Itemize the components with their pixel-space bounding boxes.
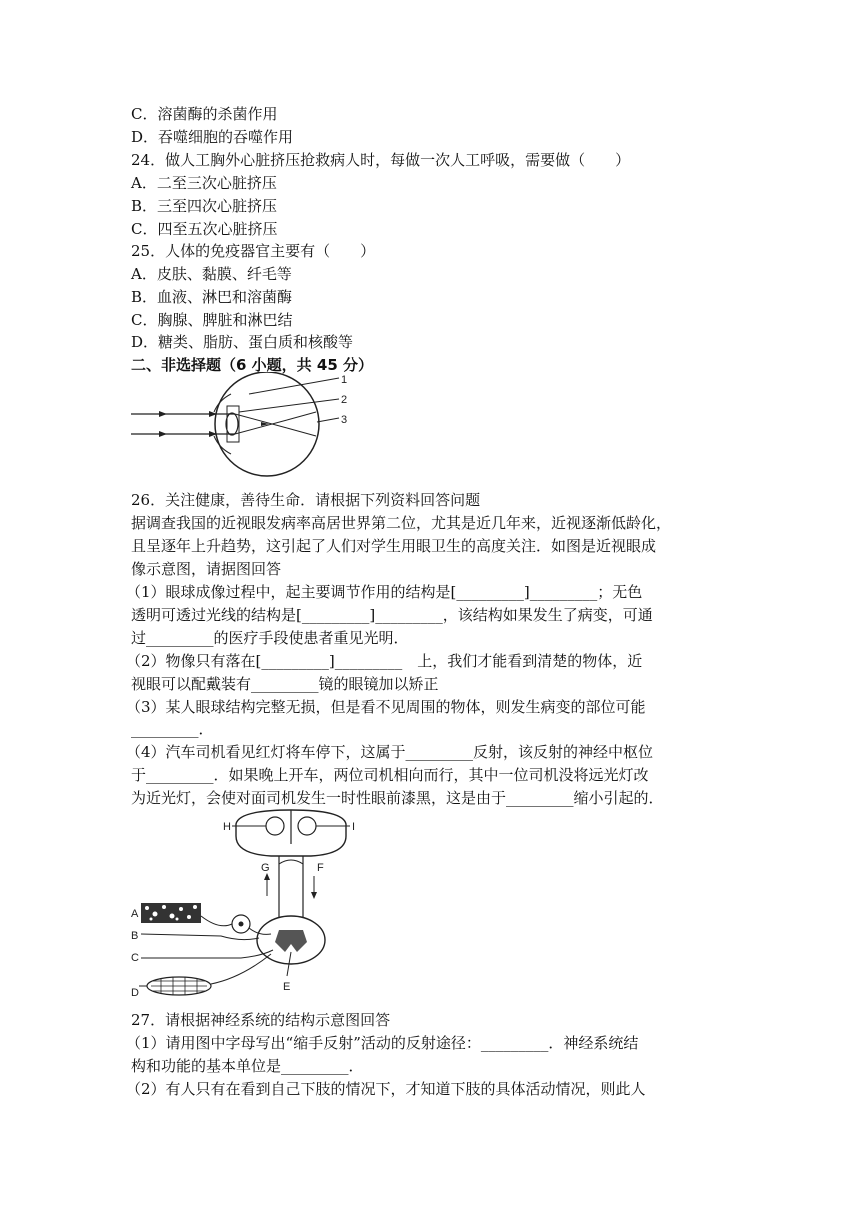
label-D: D xyxy=(131,987,139,999)
label-H: H xyxy=(223,821,231,833)
label-E: E xyxy=(283,981,291,993)
q26-sub1-c: 过_________的医疗手段使患者重见光明． xyxy=(131,629,409,647)
eye-label-2: 2 xyxy=(341,394,348,406)
eye-label-1: 1 xyxy=(341,374,348,386)
option-b-q25: B．血液、淋巴和溶菌酶 xyxy=(131,288,293,306)
question-24: 24．做人工胸外心脏挤压抢救病人时，每做一次人工呼吸，需要做（ ） xyxy=(131,151,631,169)
section-heading: 二、非选择题（6 小题，共 45 分） xyxy=(131,356,373,374)
nervous-system-diagram xyxy=(131,806,371,1002)
q26-sub1-a: （1）眼球成像过程中，起主要调节作用的结构是[_________]_________；无色 xyxy=(126,583,643,601)
label-I: I xyxy=(352,821,356,833)
label-F: F xyxy=(317,862,324,874)
question-26: 26．关注健康，善待生命．请根据下列资料回答问题 xyxy=(131,491,481,509)
q26-sub4-b: 于_________．如果晚上开车，两位司机相向而行，其中一位司机没将远光灯改 xyxy=(131,766,649,784)
option-a-q25: A．皮肤、黏膜、纤毛等 xyxy=(131,265,292,283)
q27-sub1-b: 构和功能的基本单位是_________． xyxy=(131,1057,364,1075)
q26-para-2: 且呈逐年上升趋势，这引起了人们对学生用眼卫生的高度关注．如图是近视眼成 xyxy=(131,537,657,555)
label-B: B xyxy=(131,930,139,942)
q26-sub1-b: 透明可透过光线的结构是[_________]_________，该结构如果发生了病变，可通 xyxy=(131,606,653,624)
label-A: A xyxy=(131,908,139,920)
q26-para-1: 据调查我国的近视眼发病率高居世界第二位，尤其是近几年来，近视逐渐低龄化， xyxy=(131,514,672,532)
option-a-q24: A．二至三次心脏挤压 xyxy=(131,174,277,192)
q26-sub4-a: （4）汽车司机看见红灯将车停下，这属于_________反射，该反射的神经中枢位 xyxy=(126,743,654,761)
muscle-icon xyxy=(147,977,211,995)
q26-sub3-a: （3）某人眼球结构完整无损，但是看不见周围的物体，则发生病变的部位可能 xyxy=(126,698,646,716)
option-c-q24: C．四至五次心脏挤压 xyxy=(131,220,278,238)
q26-sub4-c: 为近光灯，会使对面司机发生一时性眼前漆黑，这是由于_________缩小引起的． xyxy=(131,789,664,807)
option-b-q24: B．三至四次心脏挤压 xyxy=(131,197,278,215)
q26-para-3: 像示意图，请据图回答 xyxy=(131,560,282,578)
option-d-q25: D．糖类、脂肪、蛋白质和核酸等 xyxy=(131,333,354,351)
q26-sub3-b: _________． xyxy=(131,720,214,738)
question-25: 25．人体的免疫器官主要有（ ） xyxy=(131,242,376,260)
eye-diagram xyxy=(131,372,356,484)
q27-sub1-a: （1）请用图中字母写出“缩手反射”活动的反射途径：_________．神经系统结 xyxy=(126,1034,639,1052)
option-d-q23: D．吞噬细胞的吞噬作用 xyxy=(131,128,294,146)
label-G: G xyxy=(261,862,270,874)
question-27: 27．请根据神经系统的结构示意图回答 xyxy=(131,1011,391,1029)
q27-sub2-a: （2）有人只有在看到自己下肢的情况下，才知道下肢的具体活动情况，则此人 xyxy=(126,1080,646,1098)
eye-label-3: 3 xyxy=(341,414,348,426)
option-c-q23: C．溶菌酶的杀菌作用 xyxy=(131,105,278,123)
option-c-q25: C．胸腺、脾脏和淋巴结 xyxy=(131,311,293,329)
q26-sub2-b: 视眼可以配戴装有_________镜的眼镜加以矫正 xyxy=(131,675,439,693)
label-C: C xyxy=(131,952,139,964)
q26-sub2-a: （2）物像只有落在[_________]_________ 上，我们才能看到清楚的物体，近 xyxy=(126,652,643,670)
